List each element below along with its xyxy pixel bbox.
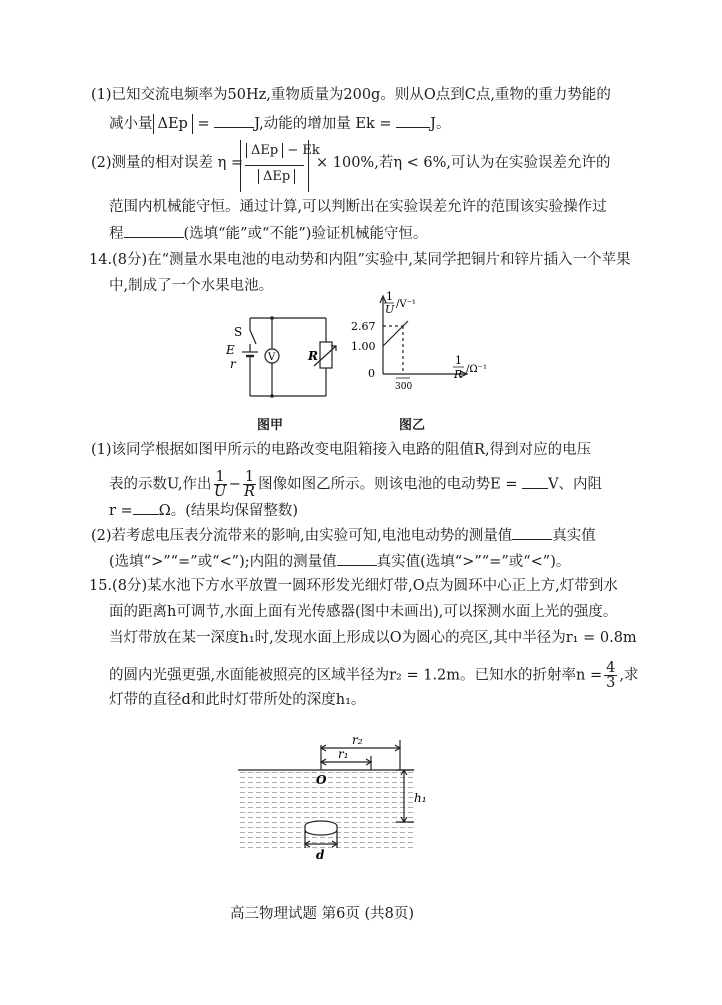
emf-label: E <box>226 343 235 357</box>
q14-part1-line2: 表的示数U,作出 $\frac{1}{U}$ − $\frac{1}{R}$ 图像如图乙所示。则该电池的电动势E = V、内阻 <box>109 469 603 500</box>
diameter-label: d <box>316 848 325 860</box>
svg-text:1: 1 <box>455 354 462 367</box>
q13-part1-line1: (1)已知交流电频率为50Hz,重物质量为200g。则从O点到C点,重物的重力势能的 <box>91 87 611 103</box>
svg-text:U: U <box>385 303 395 316</box>
answer-blank-ek[interactable] <box>396 113 430 128</box>
q15-stem-line5: 灯带的直径d和此时灯带所处的深度h₁。 <box>109 692 366 708</box>
q13-part2-condition: × 100%,若η < 6%,可认为在实验误差允许的 <box>316 155 611 171</box>
q14-part1-line1: (1)该同学根据如图甲所示的电路改变电阻箱接入电路的阻值R,得到对应的电压 <box>91 442 592 458</box>
voltmeter-label: V <box>268 352 276 363</box>
switch-label: S <box>234 325 243 339</box>
fig2-caption: 图乙 <box>399 418 426 433</box>
resistor-label: R <box>308 349 318 363</box>
q14-part1-line3: r = Ω。(结果均保留整数) <box>109 500 298 521</box>
answer-blank-ep[interactable] <box>214 113 254 128</box>
circuit-diagram <box>216 308 340 408</box>
answer-blank-r[interactable] <box>133 500 159 515</box>
abs-delta-ep: ΔEp <box>153 114 193 134</box>
answer-blank-can[interactable] <box>124 223 184 238</box>
origin-label: 0 <box>368 367 375 380</box>
page-footer: 高三物理试题 第6页 (共8页) <box>230 906 414 922</box>
y-axis-unit: /V⁻¹ <box>396 299 416 310</box>
y-tick-2-67: 2.67 <box>351 320 376 333</box>
q13-part2-line3: 程 (选填“能”或“不能”)验证机械能守恒。 <box>109 223 427 244</box>
internal-resistance-label: r <box>230 357 236 371</box>
relative-error-fraction: ΔEp − Ek ΔEp <box>240 140 310 192</box>
answer-blank-r-compare[interactable] <box>337 551 377 566</box>
svg-text:R: R <box>454 368 463 381</box>
q13-part1-line2: 减小量 ΔEp = J,动能的增加量 Ek = J。 <box>109 113 450 134</box>
r2-label: r₂ <box>352 733 363 747</box>
q13-part2-line2: 范围内机械能守恒。通过计算,可以判断出在实验误差允许的范围该实验操作过 <box>109 199 607 215</box>
q14-part2-line2: (选填“>”“=”或“<”);内阻的测量值 真实值(选填“>”“=”或“<”)。 <box>109 551 570 572</box>
q15-stem-line4: 的圆内光强更强,水面能被照亮的区域半径为r₂ = 1.2m。已知水的折射率n = $\frac{4}{3}$ ,求 <box>109 660 639 691</box>
h1-label: h₁ <box>414 791 427 805</box>
r1-label: r₁ <box>338 747 349 761</box>
fig1-caption: 图甲 <box>257 418 284 433</box>
point-o-label: O <box>316 773 327 787</box>
answer-blank-emf-compare[interactable] <box>512 525 552 540</box>
pool-diagram <box>232 730 432 860</box>
graph-1u-vs-1r <box>350 288 500 406</box>
q14-stem-line1: 14.(8分)在“测量水果电池的电动势和内阻”实验中,某同学把铜片和锌片插入一个苹果 <box>89 252 631 268</box>
q15-stem-line1: 15.(8分)某水池下方水平放置一圆环形发光细灯带,O点为圆环中心正上方,灯带到水 <box>89 578 618 594</box>
q13-part2-label: (2)测量的相对误差 η = <box>91 155 244 171</box>
q15-stem-line2: 面的距离h可调节,水面上面有光传感器(图中未画出),可以探测水面上光的强度。 <box>109 604 618 620</box>
svg-text:1: 1 <box>386 290 393 303</box>
answer-blank-emf[interactable] <box>522 474 548 489</box>
y-tick-1-00: 1.00 <box>351 340 376 353</box>
x-axis-unit: /Ω⁻¹ <box>466 364 487 375</box>
q14-part2-line1: (2)若考虑电压表分流带来的影响,由实验可知,电池电动势的测量值 真实值 <box>91 525 596 546</box>
q14-stem-line2: 中,制成了一个水果电池。 <box>109 278 274 294</box>
q15-stem-line3: 当灯带放在某一深度h₁时,发现水面上形成以O为圆心的亮区,其中半径为r₁ = 0.8m <box>109 630 637 646</box>
x-tick-300: 300 <box>395 382 413 392</box>
